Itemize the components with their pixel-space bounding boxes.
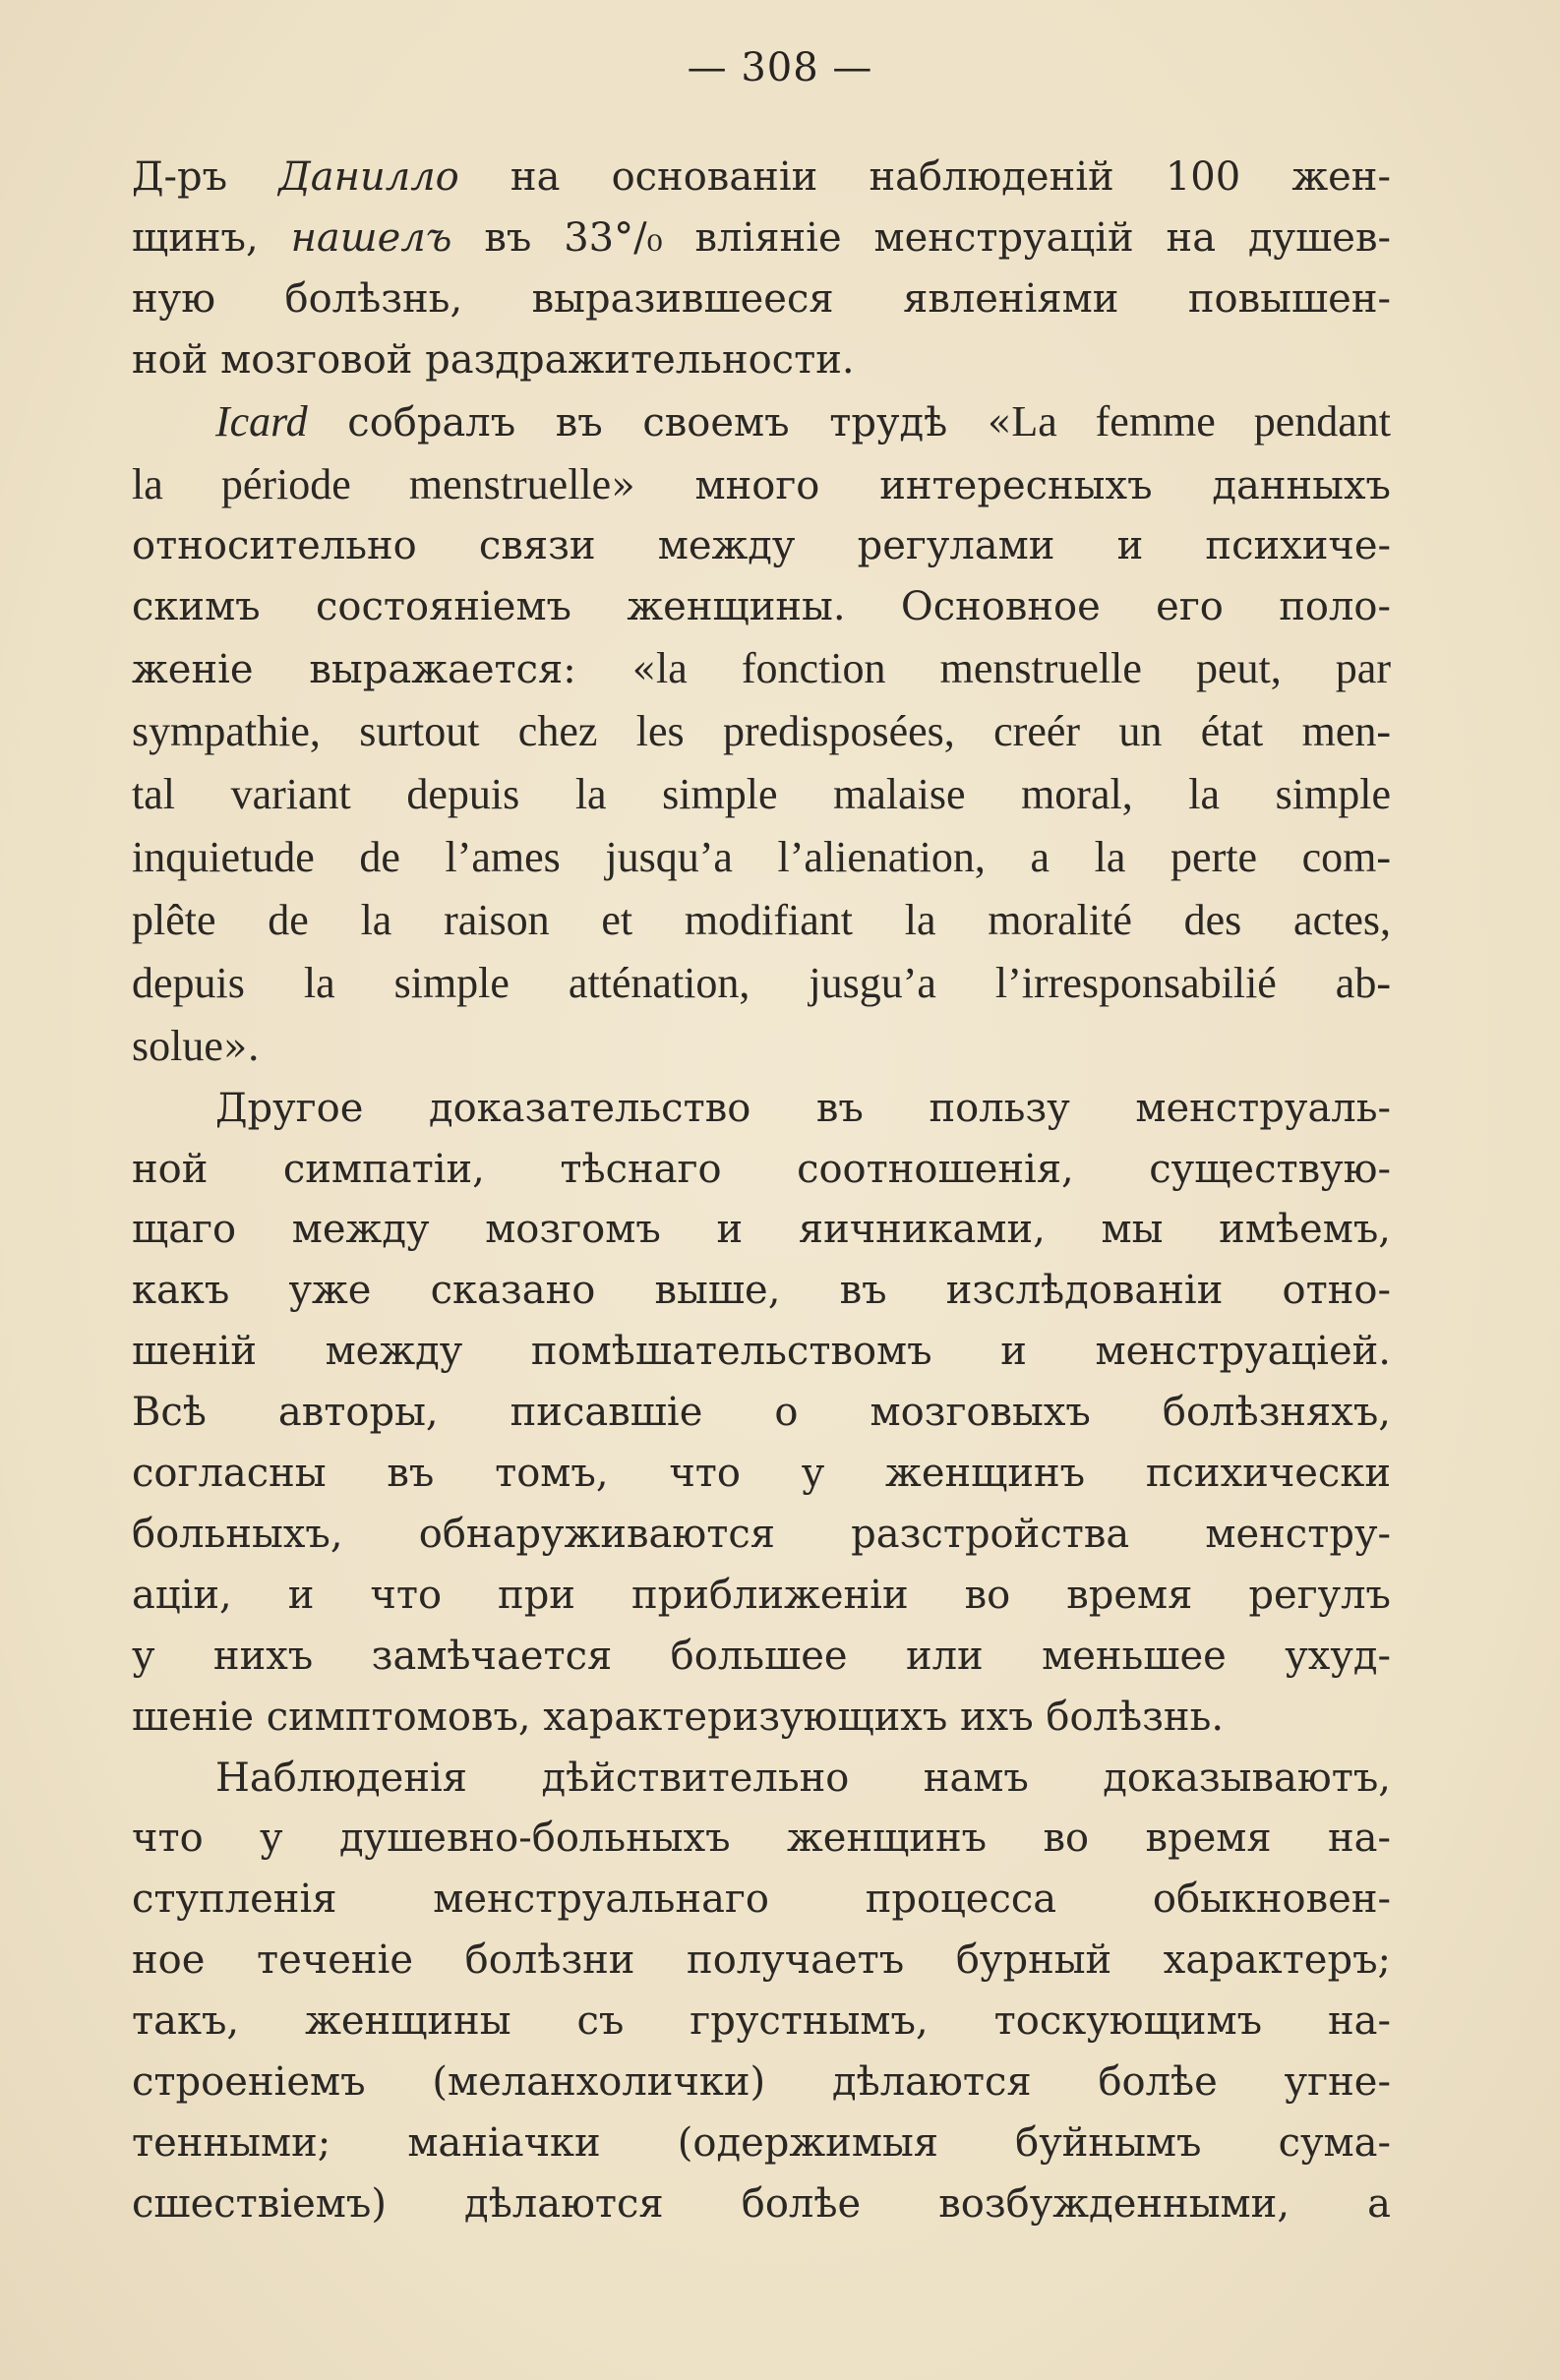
text-run: ную болѣзнь, выразившееся явленіями повышен- (132, 275, 1391, 322)
text-run: solue (132, 1021, 223, 1070)
text-run: inquietude de l’ames jusqu’a l’alienation, a la perte com- (132, 832, 1391, 881)
text-line (132, 1688, 1391, 1749)
text-run: что у душевно-больныхъ женщинъ во время на- (132, 1815, 1391, 1862)
text-line (132, 269, 1391, 330)
text-run: ной симпатіи, тѣснаго соотношенія, существую- (132, 1146, 1391, 1192)
text-line (132, 1444, 1391, 1505)
text-line (132, 1016, 1391, 1079)
text-run: ной мозговой раздражительности. (132, 336, 855, 383)
text-run: depuis la simple atténation, jusgu’a l’irresponsabilié ab- (132, 958, 1391, 1007)
text-line (132, 1992, 1391, 2053)
text-run: согласны въ томъ, что у женщинъ психически (132, 1451, 1391, 1497)
text-line (132, 1079, 1391, 1140)
text-run: Другое доказательство въ пользу менструаль- (215, 1085, 1391, 1131)
text-line (132, 953, 1391, 1016)
page-number: — 308 — (687, 45, 873, 90)
text-run: женіе выражается: « (132, 647, 657, 693)
text-run: la fonction menstruelle peut, par (656, 644, 1391, 693)
text-run: Данилло (278, 154, 459, 200)
text-line (132, 1140, 1391, 1201)
text-run: въ 33°/₀ вліяніе менструацій на душев- (451, 214, 1391, 261)
body-text (132, 148, 1391, 2235)
text-run: la période menstruelle (132, 459, 612, 508)
text-run: относительно связи между регулами и психиче- (132, 523, 1391, 569)
text-line (132, 1383, 1391, 1444)
text-run: Д-ръ (132, 154, 279, 200)
text-line (132, 148, 1391, 208)
text-line (132, 890, 1391, 953)
text-run: тенными; маніачки (одержимыя буйнымъ сума- (132, 2120, 1391, 2166)
text-line (132, 638, 1391, 701)
text-line (132, 764, 1391, 827)
text-run: ». (222, 1024, 261, 1070)
text-run: ступленія менструальнаго процесса обыкновен- (132, 1876, 1391, 1923)
text-run: sympathie, surtout chez les predisposées, creér un état men- (132, 707, 1391, 756)
text-line (132, 1200, 1391, 1261)
text-line (132, 454, 1391, 517)
text-run: La femme pendant (1011, 396, 1391, 446)
text-run: tal variant depuis la simple malaise moral, la simple (132, 770, 1391, 819)
text-line (132, 1505, 1391, 1566)
text-line (132, 2174, 1391, 2235)
text-run: у нихъ замѣчается большее или меньшее ухуд- (132, 1633, 1391, 1679)
text-line (132, 1261, 1391, 1322)
text-run: собралъ въ своемъ трудѣ « (307, 399, 1012, 446)
text-run: больныхъ, обнаруживаются разстройства менстру- (132, 1511, 1391, 1557)
text-line (132, 2113, 1391, 2174)
text-run: ное теченіе болѣзни получаетъ бурный характеръ; (132, 1937, 1391, 1984)
text-line (132, 1627, 1391, 1688)
text-run: сшествіемъ) дѣлаются болѣе возбужденными, а (132, 2180, 1391, 2227)
text-line (132, 1870, 1391, 1931)
text-run: аціи, и что при приближеніи во время регулъ (132, 1572, 1391, 1618)
text-run: щинъ, (132, 214, 291, 261)
text-line (132, 1322, 1391, 1383)
text-run: Наблюденія дѣйствительно намъ доказываютъ, (215, 1755, 1391, 1801)
text-run: plête de la raison et modifiant la moralité des actes, (132, 895, 1391, 944)
text-line (132, 330, 1391, 391)
text-run: скимъ состояніемъ женщины. Основное его поло- (132, 584, 1391, 630)
text-run: шеніе симптомовъ, характеризующихъ ихъ болѣзнь. (132, 1694, 1225, 1740)
text-run: » много интересныхъ данныхъ (611, 462, 1391, 508)
text-run: на основаніи наблюденій 100 жен- (458, 154, 1391, 200)
text-line (132, 2053, 1391, 2113)
text-line (132, 1566, 1391, 1627)
text-run: Всѣ авторы, писавшіе о мозговыхъ болѣзняхъ, (132, 1390, 1391, 1436)
text-line (132, 1809, 1391, 1870)
text-run: шеній между помѣшательствомъ и менструаціей. (132, 1329, 1391, 1375)
text-line (132, 391, 1391, 454)
text-run: такъ, женщины съ грустнымъ, тоскующимъ на- (132, 1998, 1391, 2045)
text-run: какъ уже сказано выше, въ изслѣдованіи отно- (132, 1268, 1391, 1314)
text-line (132, 701, 1391, 764)
text-run: щаго между мозгомъ и яичниками, мы имѣемъ, (132, 1207, 1391, 1253)
text-run: Icard (215, 396, 308, 446)
text-line (132, 577, 1391, 638)
text-line (132, 827, 1391, 890)
text-run: строеніемъ (меланхолички) дѣлаются болѣе угне- (132, 2059, 1391, 2106)
text-line (132, 1931, 1391, 1992)
text-line (132, 1749, 1391, 1810)
text-line (132, 516, 1391, 577)
text-run: нашелъ (290, 214, 452, 261)
text-line (132, 208, 1391, 269)
